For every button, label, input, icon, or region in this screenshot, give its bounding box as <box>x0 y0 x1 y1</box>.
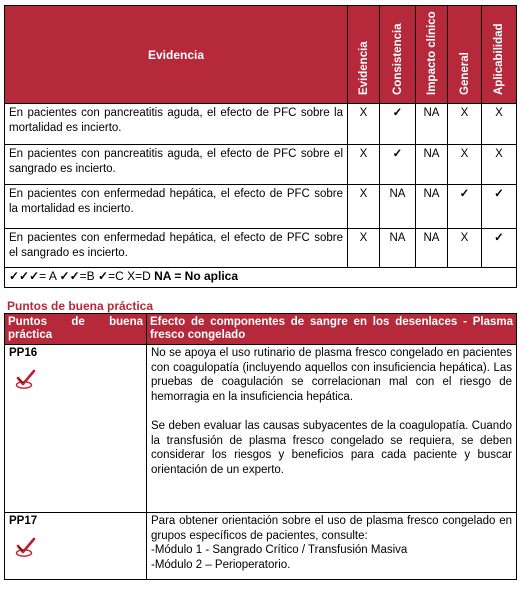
table-row <box>5 229 517 268</box>
cell-general: ✓ <box>448 185 482 229</box>
good-practice-header-row <box>5 314 517 345</box>
header-general: General <box>448 6 482 104</box>
evidence-text: En pacientes con pancreatitis aguda, el efecto de PFC sobre la mortalidad es incierto. <box>5 104 348 145</box>
cell-aplicabilidad: ✓ <box>482 229 517 268</box>
cell-impacto: NA <box>416 104 448 145</box>
cell-impacto: NA <box>416 145 448 185</box>
cell-general: X <box>448 145 482 185</box>
cell-aplicabilidad: X <box>482 145 517 185</box>
legend-c-label: =C X=D <box>108 269 151 283</box>
evidence-header-row <box>5 6 517 104</box>
cell-impacto: NA <box>416 185 448 229</box>
table-row <box>5 185 517 229</box>
evidence-table <box>4 5 517 288</box>
cell-evidencia: X <box>348 145 380 185</box>
page <box>4 5 516 580</box>
table-row <box>5 145 517 185</box>
practice-id: PP17 <box>9 515 38 527</box>
cell-impacto: NA <box>416 229 448 268</box>
header-puntos: Puntos de buena práctica <box>5 314 147 345</box>
table-row <box>5 104 517 145</box>
header-evidencia: Evidencia <box>348 6 380 104</box>
evidence-text: En pacientes con enfermedad hepática, el efecto de PFC sobre la mortalidad es incierto. <box>5 185 348 229</box>
practice-id-cell <box>5 345 147 513</box>
header-aplicabilidad: Aplicabilidad <box>482 6 517 104</box>
legend-a-marks: ✓✓✓ <box>9 269 40 283</box>
cell-evidencia: X <box>348 229 380 268</box>
cell-aplicabilidad: ✓ <box>482 185 517 229</box>
checkmark-icon <box>15 537 37 559</box>
table-row <box>5 513 517 580</box>
table-row <box>5 345 517 513</box>
cell-evidencia: X <box>348 185 380 229</box>
practice-id-cell <box>5 513 147 580</box>
cell-general: X <box>448 229 482 268</box>
practice-text <box>147 513 517 580</box>
cell-consistencia: ✓ <box>380 104 416 145</box>
evidence-text: En pacientes con enfermedad hepática, el efecto de PFC sobre el sangrado es incierto. <box>5 229 348 268</box>
evidence-header-title: Evidencia <box>5 6 348 104</box>
practice-text <box>147 345 517 513</box>
legend-b-marks: ✓✓ <box>59 269 80 283</box>
evidence-text: En pacientes con pancreatitis aguda, el efecto de PFC sobre el sangrado es incierto. <box>5 145 348 185</box>
legend-row <box>5 268 517 288</box>
header-impacto-clinico: Impacto clínico <box>416 6 448 104</box>
cell-general: X <box>448 104 482 145</box>
practice-list-item: -Módulo 1 - Sangrado Crítico / Transfusión Masiva <box>151 544 408 556</box>
practice-id: PP16 <box>9 347 38 359</box>
section-title: Puntos de buena práctica <box>7 299 154 313</box>
cell-consistencia: NA <box>380 185 416 229</box>
practice-paragraph: Para obtener orientación sobre el uso de plasma fresco congelado en grupos específicos de pacientes, consulte: <box>151 515 512 542</box>
grading-legend <box>5 268 517 288</box>
header-efecto: Efecto de componentes de sangre en los desenlaces - Plasma fresco congelado <box>147 314 517 345</box>
cell-consistencia: NA <box>380 229 416 268</box>
legend-c-marks: ✓ <box>98 269 109 283</box>
cell-consistencia: ✓ <box>380 145 416 185</box>
practice-list-item: -Módulo 2 – Perioperatorio. <box>151 558 291 571</box>
practice-paragraph: Se deben evaluar las causas subyacentes de la coagulopatía. Cuando la transfusión de plasma fresco congelado se requiera, se deben considerar los riesgos y beneficios para cada paciente y buscar orientación de un experto. <box>151 420 512 476</box>
practice-paragraph: No se apoya el uso rutinario de plasma fresco congelado en pacientes con coagulopatía (incluyendo aquellos con insuficiencia hepática). Las pruebas de coagulación se correlacionan mal con el riesgo de hemorragia en la insuficiencia hepática. <box>151 347 512 403</box>
legend-na-label: NA = No aplica <box>154 269 239 283</box>
good-practice-table <box>4 313 517 580</box>
legend-a-label: = A <box>39 269 57 283</box>
checkmark-icon <box>15 369 37 391</box>
cell-evidencia: X <box>348 104 380 145</box>
cell-aplicabilidad: X <box>482 104 517 145</box>
header-consistencia: Consistencia <box>380 6 416 104</box>
legend-b-label: =B <box>79 269 95 283</box>
